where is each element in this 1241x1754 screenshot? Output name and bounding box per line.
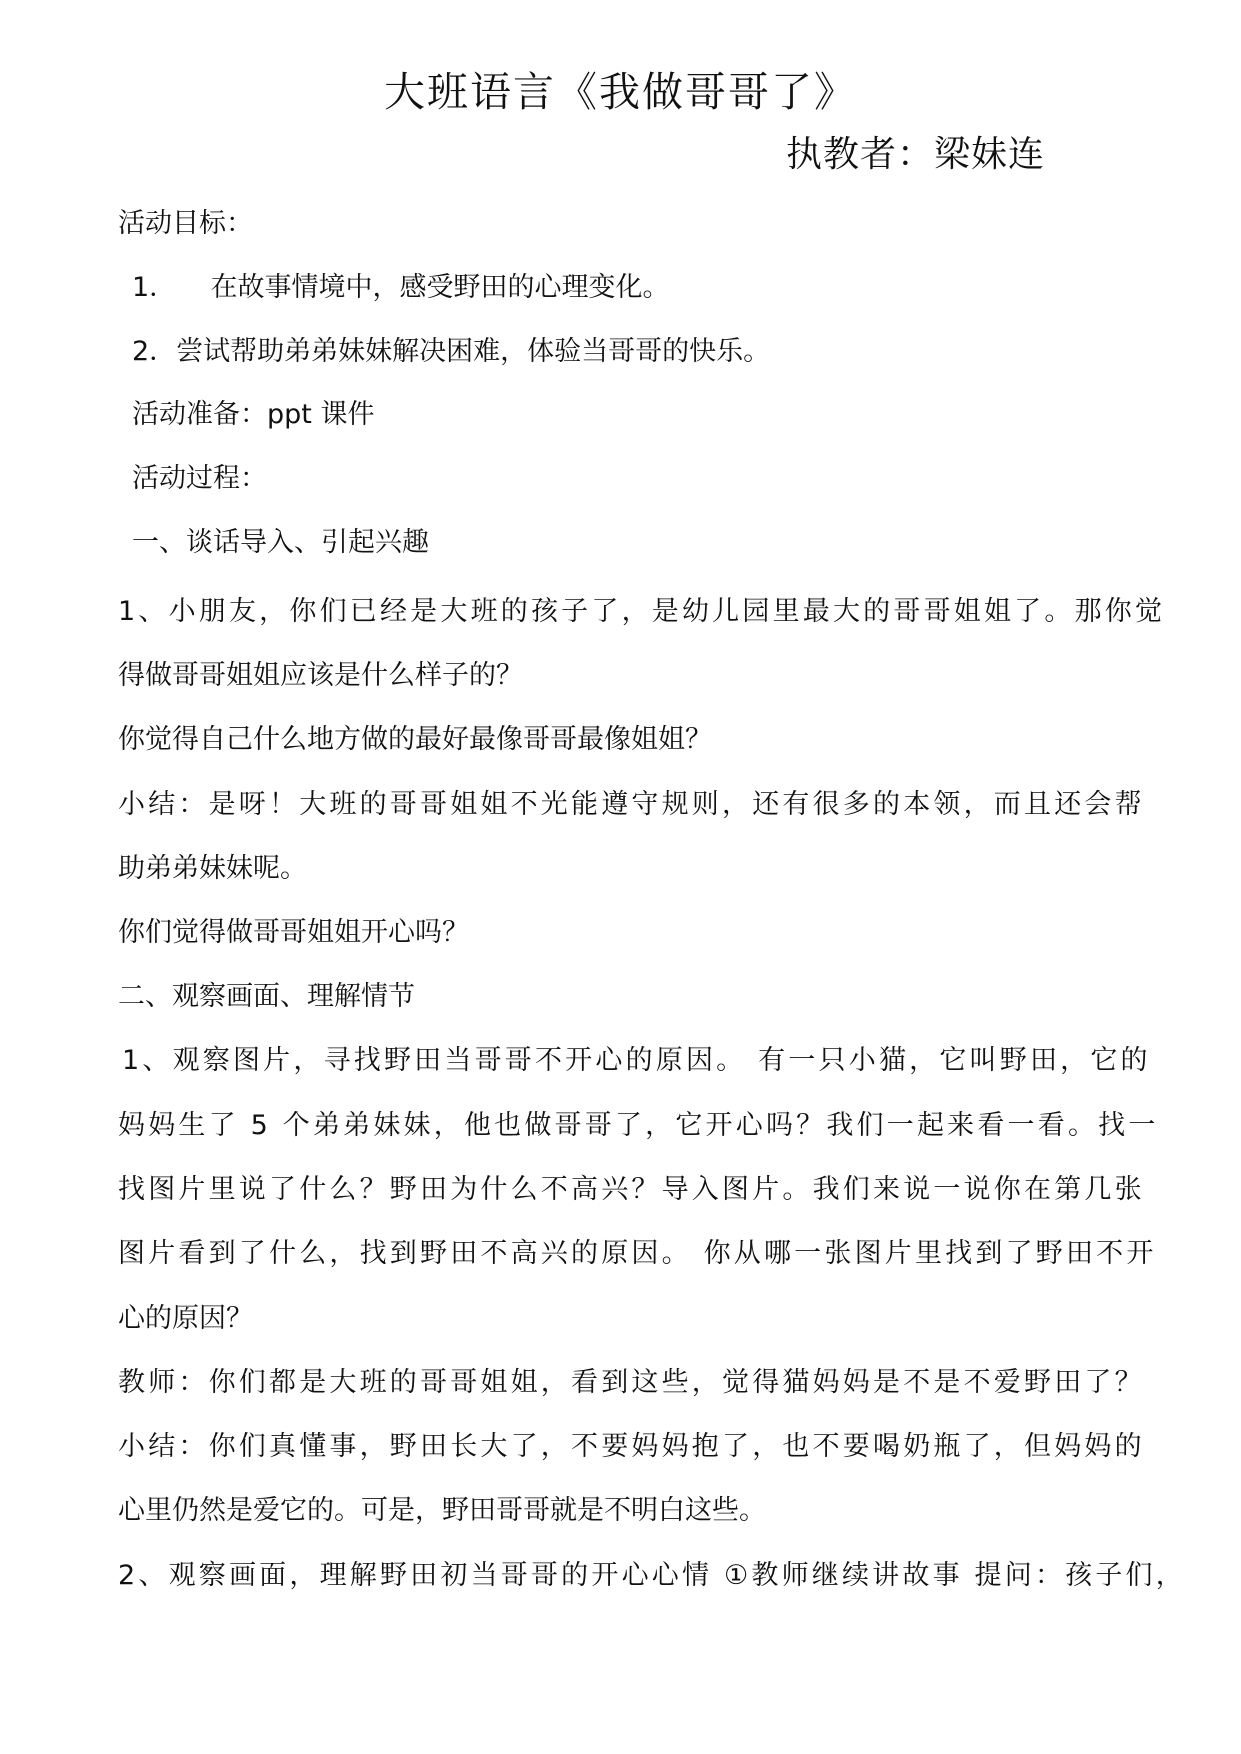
section-heading-goals: 活动目标： [118, 208, 253, 239]
paragraph-line: 2、观察画面，理解野田初当哥哥的开心心情 ①教师继续讲故事 提问：孩子们， [118, 1560, 1186, 1591]
paragraph-line: 心里仍然是爱它的。可是，野田哥哥就是不明白这些。 [118, 1495, 766, 1526]
paragraph-line: 心的原因？ [118, 1303, 253, 1334]
paragraph-line: 图片看到了什么，找到野田不高兴的原因。 你从哪一张图片里找到了野田不开 [118, 1238, 1157, 1269]
paragraph-line: 1、小朋友，你们已经是大班的孩子了，是幼儿园里最大的哥哥姐姐了。那你觉 [118, 596, 1166, 627]
paragraph-line: 小结：你们真懂事，野田长大了，不要妈妈抱了，也不要喝奶瓶了，但妈妈的 [118, 1431, 1145, 1462]
paragraph-line: 妈妈生了 5 个弟弟妹妹，他也做哥哥了，它开心吗？我们一起来看一看。找一 [118, 1110, 1159, 1141]
paragraph-line: 助弟弟妹妹呢。 [118, 853, 307, 884]
preparation-line: 活动准备：ppt 课件 [132, 399, 375, 430]
subsection-heading-1: 一、谈话导入、引起兴趣 [132, 527, 429, 558]
paragraph-line: 教师：你们都是大班的哥哥姐姐，看到这些，觉得猫妈妈是不是不爱野田了？ [118, 1367, 1145, 1398]
paragraph-line: 1、观察图片，寻找野田当哥哥不开心的原因。 有一只小猫，它叫野田，它的 [122, 1045, 1151, 1076]
paragraph-line: 你们觉得做哥哥姐姐开心吗？ [118, 917, 469, 948]
goal-item-1: 1． 在故事情境中，感受野田的心理变化。 [132, 272, 670, 303]
paragraph-line: 得做哥哥姐姐应该是什么样子的？ [118, 660, 523, 691]
subsection-heading-2: 二、观察画面、理解情节 [118, 981, 415, 1012]
section-heading-process: 活动过程： [132, 463, 267, 494]
paragraph-line: 小结：是呀！大班的哥哥姐姐不光能遵守规则，还有很多的本领，而且还会帮 [118, 789, 1145, 820]
paragraph-line: 找图片里说了什么？野田为什么不高兴？导入图片。我们来说一说你在第几张 [118, 1174, 1145, 1205]
goal-item-2: 2．尝试帮助弟弟妹妹解决困难，体验当哥哥的快乐。 [132, 336, 771, 367]
document-author: 执教者：梁妹连 [786, 134, 1046, 175]
paragraph-line: 你觉得自己什么地方做的最好最像哥哥最像姐姐？ [118, 724, 712, 755]
document-title: 大班语言《我做哥哥了》 [384, 68, 857, 116]
